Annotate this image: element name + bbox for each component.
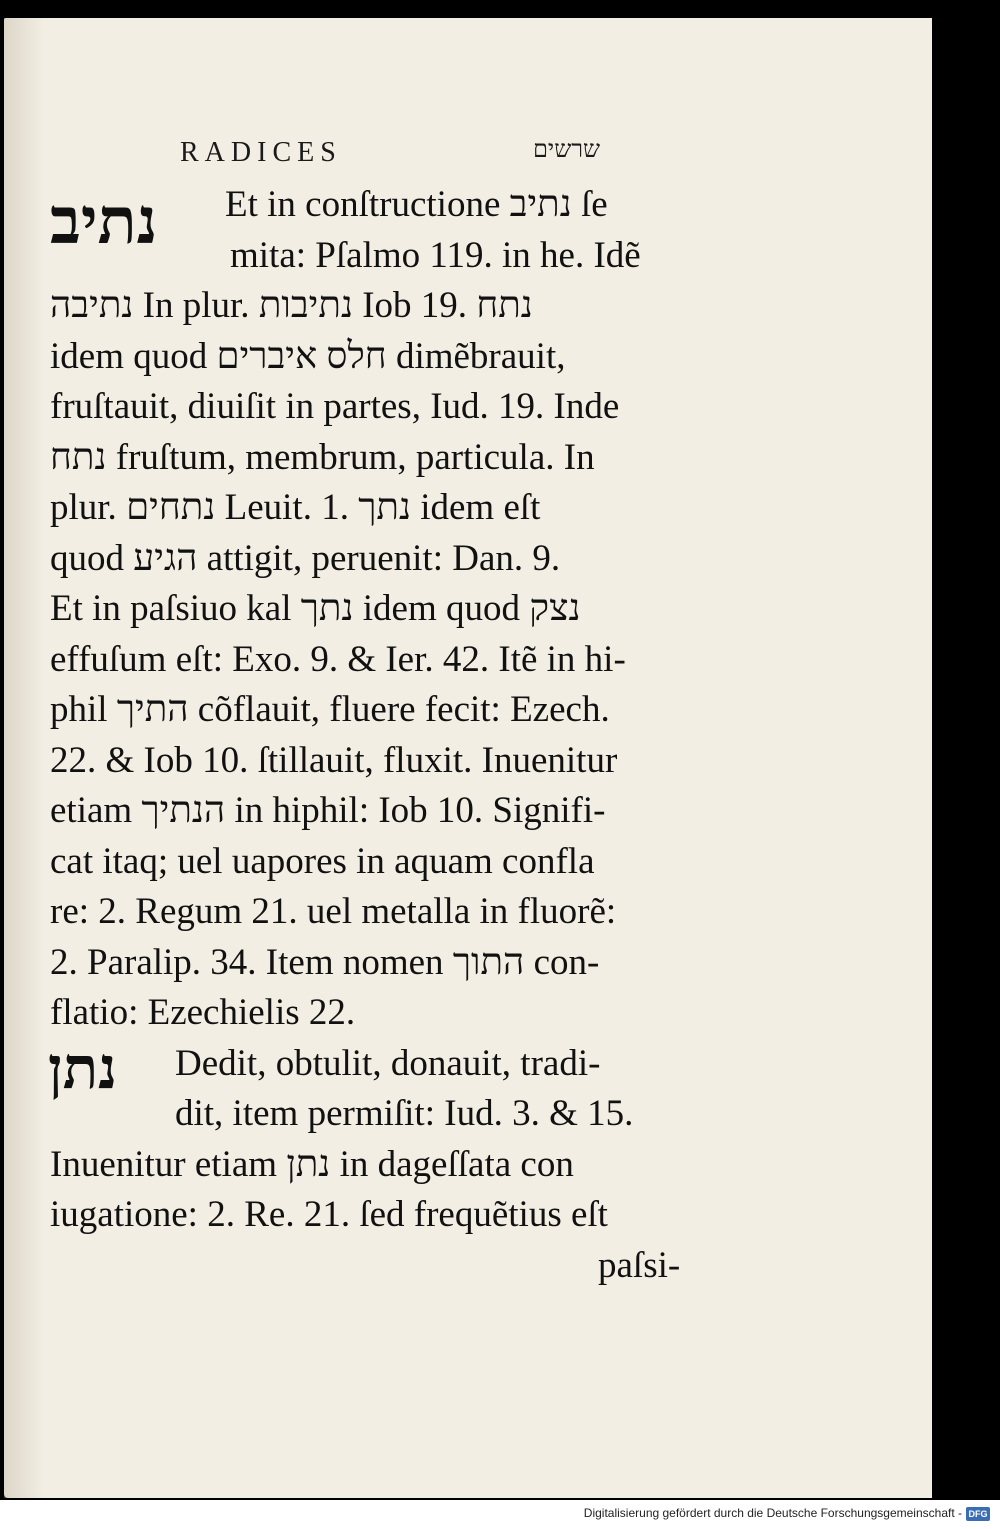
text-line: נתיבה In plur. נתיבות Iob 19. נתח (50, 285, 533, 326)
footer-credit: Digitalisierung gefördert durch die Deutsche Forschungsgemeinschaft - (583, 1506, 962, 1520)
header-hebrew: שרשים (532, 137, 600, 163)
body-text (50, 180, 710, 1291)
text-line: iugatione: 2. Re. 21. ſed frequẽtius eſt (50, 1194, 608, 1235)
text-line: effuſum eſt: Exo. 9. & Ier. 42. Itẽ in hi- (50, 638, 626, 680)
running-header (180, 137, 600, 169)
text-line: dit, item permiſit: Iud. 3. & 15. (175, 1093, 634, 1134)
catchword: paſsi- (598, 1244, 681, 1286)
dfg-logo-icon: DFG (966, 1507, 990, 1521)
text-line: נתח fruſtum, membrum, particula. In (50, 436, 595, 478)
text-line: 2. Paralip. 34. Item nomen התוך con- (50, 941, 600, 983)
text-line: plur. נתחים Leuit. 1. נתך idem eſt (50, 487, 541, 528)
text-line: mita: Pſalmo 119. in he. Idẽ (230, 234, 641, 276)
text-line: etiam הנתיך in hiphil: Iob 10. Signifi- (50, 790, 606, 831)
text-line: flatio: Ezechielis 22. (50, 992, 356, 1033)
text-line: phil התיך cõflauit, fluere fecit: Ezech. (50, 689, 610, 730)
text-line: Et in paſsiuo kal נתך idem quod נצק (50, 588, 581, 629)
digitization-footer (0, 1500, 1000, 1529)
text-line: Dedit, obtulit, donauit, tradi- (175, 1042, 601, 1084)
lemma-heading-1: נתיב (50, 184, 158, 259)
text-line: Inuenitur etiam נתן in dageſſata con (50, 1143, 574, 1185)
lemma-heading-2: נתן (48, 1034, 118, 1102)
page-gutter-shadow (4, 18, 44, 1498)
header-latin: RADICES (180, 137, 342, 168)
text-line: 22. & Iob 10. ſtillauit, fluxit. Inuenitur (50, 739, 618, 781)
text-line: fruſtauit, diuiſit in partes, Iud. 19. Inde (50, 386, 620, 427)
text-line: quod הגיע attigit, peruenit: Dan. 9. (50, 537, 561, 579)
text-line: Et in conſtructione נתיב ſe (225, 184, 608, 225)
text-line: idem quod חלס איברים dimẽbrauit, (50, 335, 566, 377)
text-line: cat itaq; uel uapores in aquam confla (50, 840, 595, 882)
text-line: re: 2. Regum 21. uel metalla in fluorẽ: (50, 891, 617, 932)
